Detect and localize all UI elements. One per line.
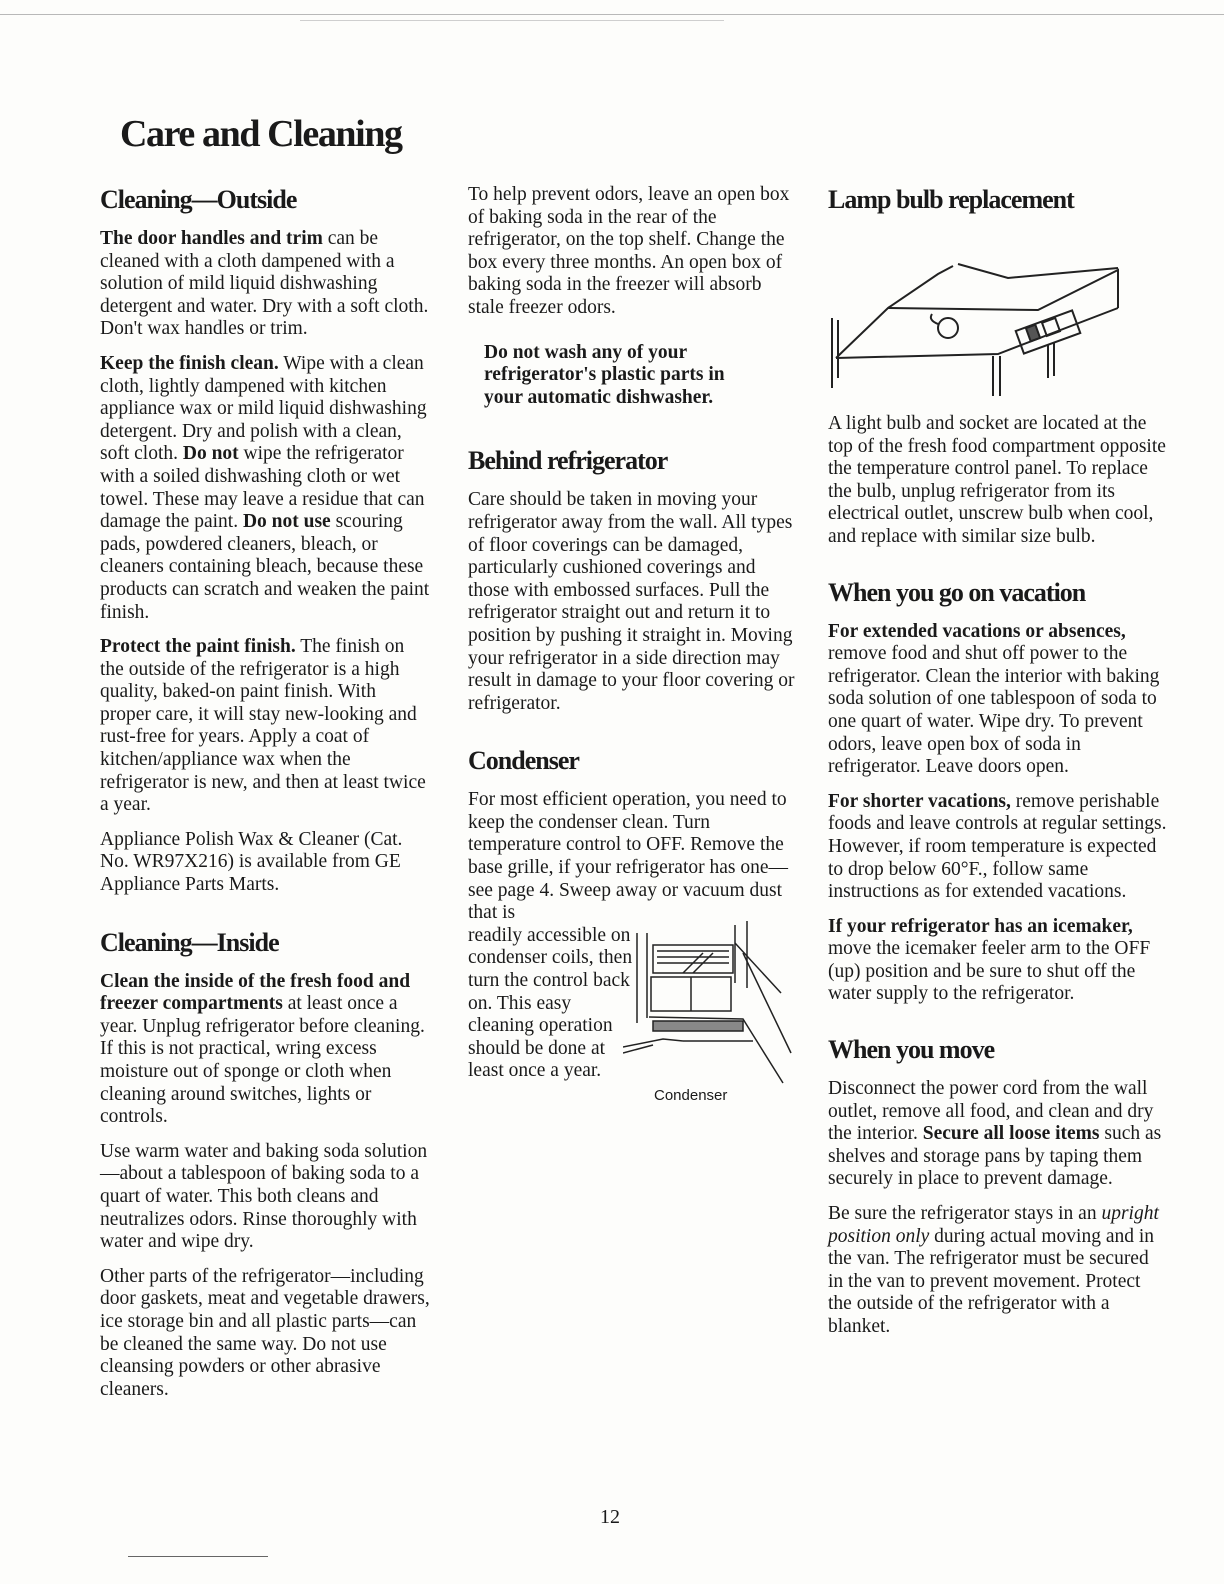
upright-text-2: during actual moving and in the van. The refrigerator must be secured in the van to prevent movement. Protect the outside of the refrigerator with a blanket.: [828, 1225, 1155, 1337]
upright-position-only: upright position only: [828, 1203, 1159, 1247]
scan-artifact-top: [0, 14, 1224, 15]
icemaker-text: move the icemaker feeler arm to the OFF (up) position and be sure to shut off the water supply to the refrigerator.: [828, 938, 1151, 1005]
disconnect-text-2: such as shelves and storage pans by taping them securely in place to prevent damage.: [828, 1123, 1162, 1190]
baking-soda-paragraph: To help prevent odors, leave an open box of baking soda in the rear of the refrigerator, on the top shelf. Change the box every three months. An open box of baking soda in the freezer will absorb stale freezer odors.: [468, 184, 790, 318]
extended-vacations-lead: For extended vacations or absences,: [828, 620, 1126, 642]
extended-vacations-paragraph: [828, 621, 1168, 779]
vacation-heading: When you go on vacation: [828, 577, 1086, 607]
do-not-use: Do not use: [242, 511, 331, 533]
protect-paint-lead: Protect the paint finish.: [100, 636, 296, 658]
other-parts-paragraph: Other parts of the refrigerator—including door gaskets, meat and vegetable drawers, ice storage bin and all plastic parts—can be cleaned the same way. Do not use cleansing powders or other abrasive cleaners.: [100, 1265, 430, 1400]
cleaning-inside-heading: Cleaning—Inside: [100, 927, 279, 957]
keep-finish-lead: Keep the finish clean.: [100, 352, 279, 374]
clean-inside-paragraph: [100, 971, 430, 1129]
upright-paragraph: [828, 1203, 1168, 1339]
icemaker-paragraph: [828, 916, 1168, 1006]
protect-paint-text: The finish on the outside of the refrigerator is a high quality, baked-on paint finish. With proper care, it will stay new-looking and rust-free for years. Apply a coat of kitchen/appliance wax when the refrigerator is new, and then at least twice a year.: [100, 636, 426, 816]
polish-wax-paragraph: Appliance Polish Wax & Cleaner (Cat. No. WR97X216) is available from GE Appliance Parts Marts.: [100, 828, 403, 896]
page-number: 12: [600, 1506, 620, 1528]
keep-finish-text-2: wipe the refrigerator with a soiled dishwashing cloth or wet towel. These may leave a residue that can damage the paint.: [100, 443, 425, 533]
shorter-vacations-paragraph: [828, 791, 1168, 904]
when-you-move-heading: When you move: [828, 1035, 995, 1065]
extended-vacations-text: remove food and shut off power to the refrigerator. Clean the interior with baking soda solution of one tablespoon of soda to one quart of water. Wipe dry. To prevent odors, leave open box of soda in refrigerator. Leave doors open.: [828, 643, 1160, 778]
right-column: [828, 184, 1168, 1351]
warm-water-paragraph: Use warm water and baking soda solution—about a tablespoon of baking soda to a quart of water. This both cleans and neutralizes odors. Rinse thoroughly with water and wipe dry.: [100, 1140, 428, 1253]
secure-loose-items: Secure all loose items: [922, 1123, 1100, 1145]
page-title: Care and Cleaning: [120, 113, 402, 155]
dishwasher-warning: Do not wash any of your refrigerator's plastic parts in your automatic dishwasher.: [484, 341, 725, 408]
keep-finish-paragraph: [100, 353, 430, 624]
condenser-block: [468, 925, 798, 1115]
clean-inside-lead: Clean the inside of the fresh food and freezer compartments: [100, 970, 411, 1015]
condenser-text-continued: readily accessible on condenser coils, then turn the control back on. This easy cleaning operation should be done at least once a year.: [468, 924, 633, 1082]
shorter-vacations-lead: For shorter vacations,: [828, 790, 1011, 812]
protect-paint-paragraph: [100, 636, 430, 817]
lamp-bulb-illustration: [828, 228, 1138, 413]
condenser-figure-label: Condenser: [654, 1086, 728, 1104]
cleaning-outside-heading: Cleaning—Outside: [100, 185, 297, 214]
lamp-bulb-heading: Lamp bulb replacement: [828, 185, 1074, 214]
keep-finish-text-3: scouring pads, powdered cleaners, bleach, or cleaners containing bleach, because these products can scratch and weaken the paint finish.: [100, 511, 430, 623]
disconnect-text-1: Disconnect the power cord from the wall outlet, remove all food, and clean and dry the interior.: [828, 1078, 1154, 1145]
door-handles-text: can be cleaned with a cloth dampened with a solution of mild liquid dishwashing detergent and water. Dry with a soft cloth. Don't wax handles or trim.: [100, 228, 429, 340]
clean-inside-text: at least once a year. Unplug refrigerator before cleaning. If this is not practical, wring excess moisture out of sponge or cloth when cleaning around switches, lights or controls.: [100, 993, 425, 1128]
middle-column: [468, 184, 798, 1115]
behind-refrigerator-text: Care should be taken in moving your refrigerator away from the wall. All types of floor coverings can be damaged, particularly cushioned coverings and those with embossed surfaces. Pull the refrigerator straight out and return it to position by pushing it straight in. Moving your refrigerator in a side direction may result in damage to your floor covering or refrigerator.: [468, 489, 795, 714]
behind-refrigerator-heading: Behind refrigerator: [468, 446, 668, 476]
do-not-1: Do not: [182, 443, 239, 465]
shorter-vacations-text: remove perishable foods and leave controls at regular settings. However, if room temperature is expected to drop below 60°F., follow same instructions as for extended vacations.: [828, 790, 1167, 903]
lamp-bulb-text: A light bulb and socket are located at the top of the fresh food compartment opposite the temperature control panel. To replace the bulb, unplug refrigerator from its electrical outlet, unscrew bulb when cool, and replace with similar size bulb.: [828, 413, 1166, 547]
door-handles-lead: The door handles and trim: [100, 228, 323, 249]
condenser-text: For most efficient operation, you need to keep the condenser clean. Turn temperature control to OFF. Remove the base grille, if your refrigerator has one—see page 4. Sweep away or vacuum dust that is: [468, 789, 788, 924]
condenser-heading: Condenser: [468, 746, 579, 776]
footer-rule: [128, 1556, 268, 1557]
icemaker-lead: If your refrigerator has an icemaker,: [828, 915, 1133, 937]
door-handles-paragraph: [100, 228, 430, 341]
scan-artifact-top-2: [300, 20, 724, 21]
left-column: [100, 184, 430, 1413]
disconnect-paragraph: [828, 1078, 1168, 1191]
condenser-illustration: [623, 913, 803, 1093]
upright-text-1: Be sure the refrigerator stays in an: [828, 1203, 1102, 1225]
keep-finish-text-1: Wipe with a clean cloth, lightly dampened with kitchen appliance wax or mild liquid dishwashing detergent. Dry and polish with a clean, soft cloth.: [100, 352, 427, 465]
